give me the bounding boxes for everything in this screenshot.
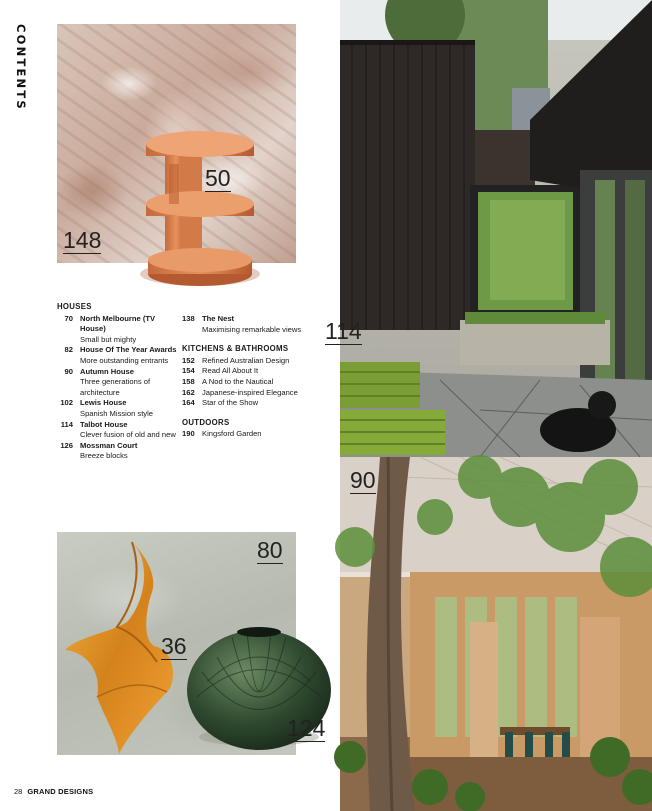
overlay-number: 90 (350, 467, 376, 493)
entry-page-number: 90 (64, 366, 73, 376)
contents-entry[interactable] (57, 367, 179, 399)
contents-entry[interactable] (182, 377, 332, 388)
entry-title: Japanese-inspired Elegance (202, 387, 298, 397)
entry-description: Small but mighty (80, 334, 137, 344)
entry-description: Clever fusion of old and new (80, 430, 176, 440)
entry-title: A Nod to the Nautical (202, 376, 274, 386)
entry-title: Read All About It (202, 366, 259, 376)
contents-entry[interactable] (182, 356, 332, 367)
entry-title: Star of the Show (202, 398, 259, 408)
entry-title: Talbot House (80, 419, 128, 429)
overlay-number: 124 (287, 715, 326, 741)
house-interior-illustration (340, 457, 652, 811)
marble-side-table-image (57, 24, 296, 263)
entry-description: Spanish Mission style (80, 408, 154, 418)
entry-page-number: 162 (182, 387, 195, 397)
overlay-number: 148 (63, 227, 102, 253)
contents-entry[interactable] (57, 441, 179, 462)
section-heading-kitchens-bathrooms: KITCHENS & BATHROOMS (182, 344, 289, 354)
entry-title: Refined Australian Design (202, 355, 290, 365)
entry-page-number: 138 (182, 314, 195, 323)
overlay-number: 114 (325, 318, 362, 344)
entry-title: Kingsford Garden (202, 429, 262, 439)
entry-title: Mossman Court (80, 440, 138, 450)
contents-left-column (57, 302, 179, 462)
entry-page-number: 126 (60, 440, 73, 450)
contents-title: CONTENTS (14, 24, 28, 111)
entry-description: Maximising remarkable views (202, 324, 302, 334)
contents-right-column (182, 314, 332, 440)
entry-description: Breeze blocks (80, 451, 128, 461)
section-heading-outdoors: OUTDOORS (182, 417, 230, 427)
contents-entry[interactable] (182, 398, 332, 409)
contents-entry[interactable] (57, 345, 179, 366)
page-footer (14, 787, 93, 796)
entry-page-number: 154 (182, 366, 195, 376)
footer-magazine-name: GRAND DESIGNS (27, 787, 94, 796)
autumn-house-interior-image (340, 457, 652, 811)
overlay-number: 50 (205, 165, 231, 191)
entry-page-number: 82 (64, 345, 73, 355)
overlay-number: 80 (257, 537, 283, 563)
contents-entry[interactable] (182, 429, 332, 440)
contents-entry[interactable] (182, 388, 332, 399)
entry-title: Lewis House (80, 398, 127, 408)
contents-entry[interactable] (182, 366, 332, 377)
entry-title: Autumn House (80, 366, 134, 376)
contents-entry[interactable] (57, 398, 179, 419)
entry-page-number: 190 (182, 429, 195, 439)
entry-page-number: 158 (182, 376, 195, 386)
overlay-number: 36 (161, 633, 187, 659)
entry-page-number: 164 (182, 398, 195, 408)
entry-title: North Melbourne (TV House) (80, 313, 156, 334)
entry-page-number: 152 (182, 355, 195, 365)
entry-description: More outstanding entrants (80, 355, 169, 365)
entry-page-number: 114 (60, 419, 73, 429)
contents-entry[interactable] (57, 420, 179, 441)
decor-objects-image (57, 532, 326, 755)
footer-page-number: 28 (14, 787, 23, 796)
talbot-house-exterior-image (325, 0, 652, 457)
entry-page-number: 102 (60, 398, 73, 408)
contents-entry[interactable] (57, 314, 179, 346)
entry-page-number: 70 (64, 313, 73, 323)
entry-title: House Of The Year Awards (80, 345, 177, 355)
entry-description: Three generations of architecture (80, 377, 151, 397)
house-exterior-illustration (340, 0, 652, 457)
section-heading-houses: HOUSES (57, 302, 92, 311)
entry-title: The Nest (202, 314, 235, 323)
contents-entry[interactable] (182, 314, 332, 335)
